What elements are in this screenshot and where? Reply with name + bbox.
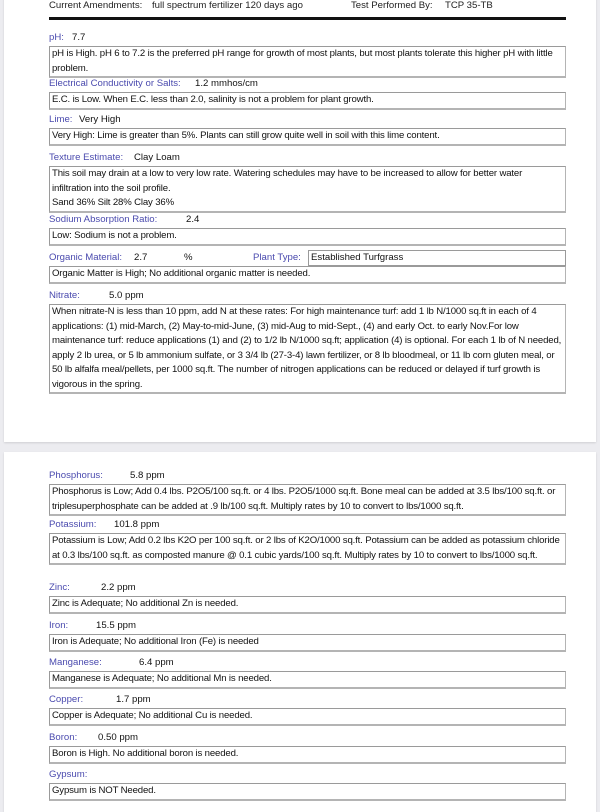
organic-label: Organic Material: [49, 252, 123, 263]
potassium-value: 101.8 ppm [114, 519, 160, 530]
organic-unit: % [184, 252, 193, 263]
section-phosphorus [49, 469, 566, 516]
copper-note: Copper is Adequate; No additional Cu is needed. [49, 708, 566, 726]
phosphorus-value: 5.8 ppm [130, 470, 165, 481]
sodium-value: 2.4 [186, 214, 200, 225]
zinc-label: Zinc: [49, 582, 70, 593]
amendments-row [49, 0, 569, 12]
iron-label: Iron: [49, 620, 69, 631]
manganese-note: Manganese is Adequate; No additional Mn is needed. [49, 671, 566, 689]
amendments-value: full spectrum fertilizer 120 days ago [152, 0, 303, 11]
gypsum-label: Gypsum: [49, 769, 88, 780]
manganese-label: Manganese: [49, 657, 102, 668]
nitrate-note: When nitrate-N is less than 10 ppm, add N at these rates: For high maintenance turf: add 1 lb N/1000 sq.ft in each of 4 applications: (1) mid-March, (2) May-to-mid-June, (3) mid-Aug to mid-Sept., (4) and early Oct. to early Nov.For low maintenance turf: reduce applications (1) and (2) to 1/2 lb N/1000 sq.ft; application (4) is optional. For each 1 lb of N needed, apply 2 lb urea, or 5 lb ammonium sulfate, or 3 3/4 lb (27-3-4) lawn fertilizer, or 8 lb bloodmeal, or 11 lb corn gluten meal, or 50 lb alfalfa meal/pellets, per 1000 sq.ft. The number of nitrogen applications can be reduced or delayed if turf growth is vigorous in the spring. [49, 304, 566, 394]
section-boron [49, 731, 566, 764]
nitrate-value: 5.0 ppm [109, 290, 144, 301]
ec-value: 1.2 mmhos/cm [195, 78, 258, 89]
section-organic [49, 251, 566, 284]
texture-label: Texture Estimate: [49, 152, 124, 163]
organic-value: 2.7 [134, 252, 148, 263]
boron-value: 0.50 ppm [98, 732, 139, 743]
iron-note: Iron is Adequate; No additional Iron (Fe) is needed [49, 634, 566, 652]
copper-value: 1.7 ppm [116, 694, 151, 705]
section-nitrate [49, 289, 566, 394]
section-iron [49, 619, 566, 652]
potassium-note: Potassium is Low; Add 0.2 lbs K2O per 100 sq.ft. or 2 lbs of K2O/1000 sq.ft. Potassium can be added as potassium chloride at 0.3 lbs/100 sq.ft. as composted manure @ 0.1 cubic yards/100 sq.ft. Multiply rates by 10 to convert to lbs/1000 sq.ft. [49, 533, 566, 565]
ph-note: pH is High. pH 6 to 7.2 is the preferred pH range for growth of most plants, but most plants tolerate this higher pH with little problem. [49, 46, 566, 78]
organic-note: Organic Matter is High; No additional organic matter is needed. [49, 266, 566, 284]
section-sodium [49, 213, 566, 246]
boron-label: Boron: [49, 732, 78, 743]
performed-by-label: Test Performed By: [351, 0, 433, 11]
potassium-label: Potassium: [49, 519, 97, 530]
gypsum-note: Gypsum is NOT Needed. [49, 783, 566, 801]
section-gypsum [49, 768, 566, 801]
section-lime [49, 113, 566, 146]
amendments-label: Current Amendments: [49, 0, 143, 11]
sodium-label: Sodium Absorption Ratio: [49, 214, 158, 225]
ph-label: pH: [49, 32, 64, 43]
ph-value: 7.7 [72, 32, 86, 43]
zinc-value: 2.2 ppm [101, 582, 136, 593]
section-ec [49, 77, 566, 110]
phosphorus-label: Phosphorus: [49, 470, 103, 481]
lime-value: Very High [79, 114, 121, 125]
divider [49, 17, 566, 20]
performed-by-value: TCP 35-TB [445, 0, 493, 11]
phosphorus-note: Phosphorus is Low; Add 0.4 lbs. P2O5/100 sq.ft. or 4 lbs. P2O5/1000 sq.ft. Bone meal can be added at 3.5 lbs/100 sq.ft. or triplesuperphosphate can be added at .9 lb/100 sq.ft. Multiply rates by 10 to convert to lbs/1000 sq.ft. [49, 484, 566, 516]
report-page-2 [4, 452, 596, 812]
report-page-1 [4, 0, 596, 442]
section-texture [49, 151, 566, 213]
texture-note: This soil may drain at a low to very low rate. Watering schedules may have to be increased to allow for better water infiltration into the soil profile. Sand 36% Silt 28% Clay 36% [49, 166, 566, 213]
plant-type-label: Plant Type: [253, 252, 301, 263]
sodium-note: Low: Sodium is not a problem. [49, 228, 566, 246]
section-copper [49, 693, 566, 726]
boron-note: Boron is High. No additional boron is needed. [49, 746, 566, 764]
ec-note: E.C. is Low. When E.C. less than 2.0, salinity is not a problem for plant growth. [49, 92, 566, 110]
nitrate-label: Nitrate: [49, 290, 80, 301]
lime-note: Very High: Lime is greater than 5%. Plants can still grow quite well in soil with this lime content. [49, 128, 566, 146]
section-manganese [49, 656, 566, 689]
plant-type-field[interactable]: Established Turfgrass [308, 250, 566, 266]
manganese-value: 6.4 ppm [139, 657, 174, 668]
section-ph [49, 31, 566, 78]
section-potassium [49, 518, 566, 565]
ec-label: Electrical Conductivity or Salts: [49, 78, 181, 89]
iron-value: 15.5 ppm [96, 620, 137, 631]
lime-label: Lime: [49, 114, 73, 125]
section-zinc [49, 581, 566, 614]
texture-value: Clay Loam [134, 152, 180, 163]
copper-label: Copper: [49, 694, 84, 705]
zinc-note: Zinc is Adequate; No additional Zn is needed. [49, 596, 566, 614]
